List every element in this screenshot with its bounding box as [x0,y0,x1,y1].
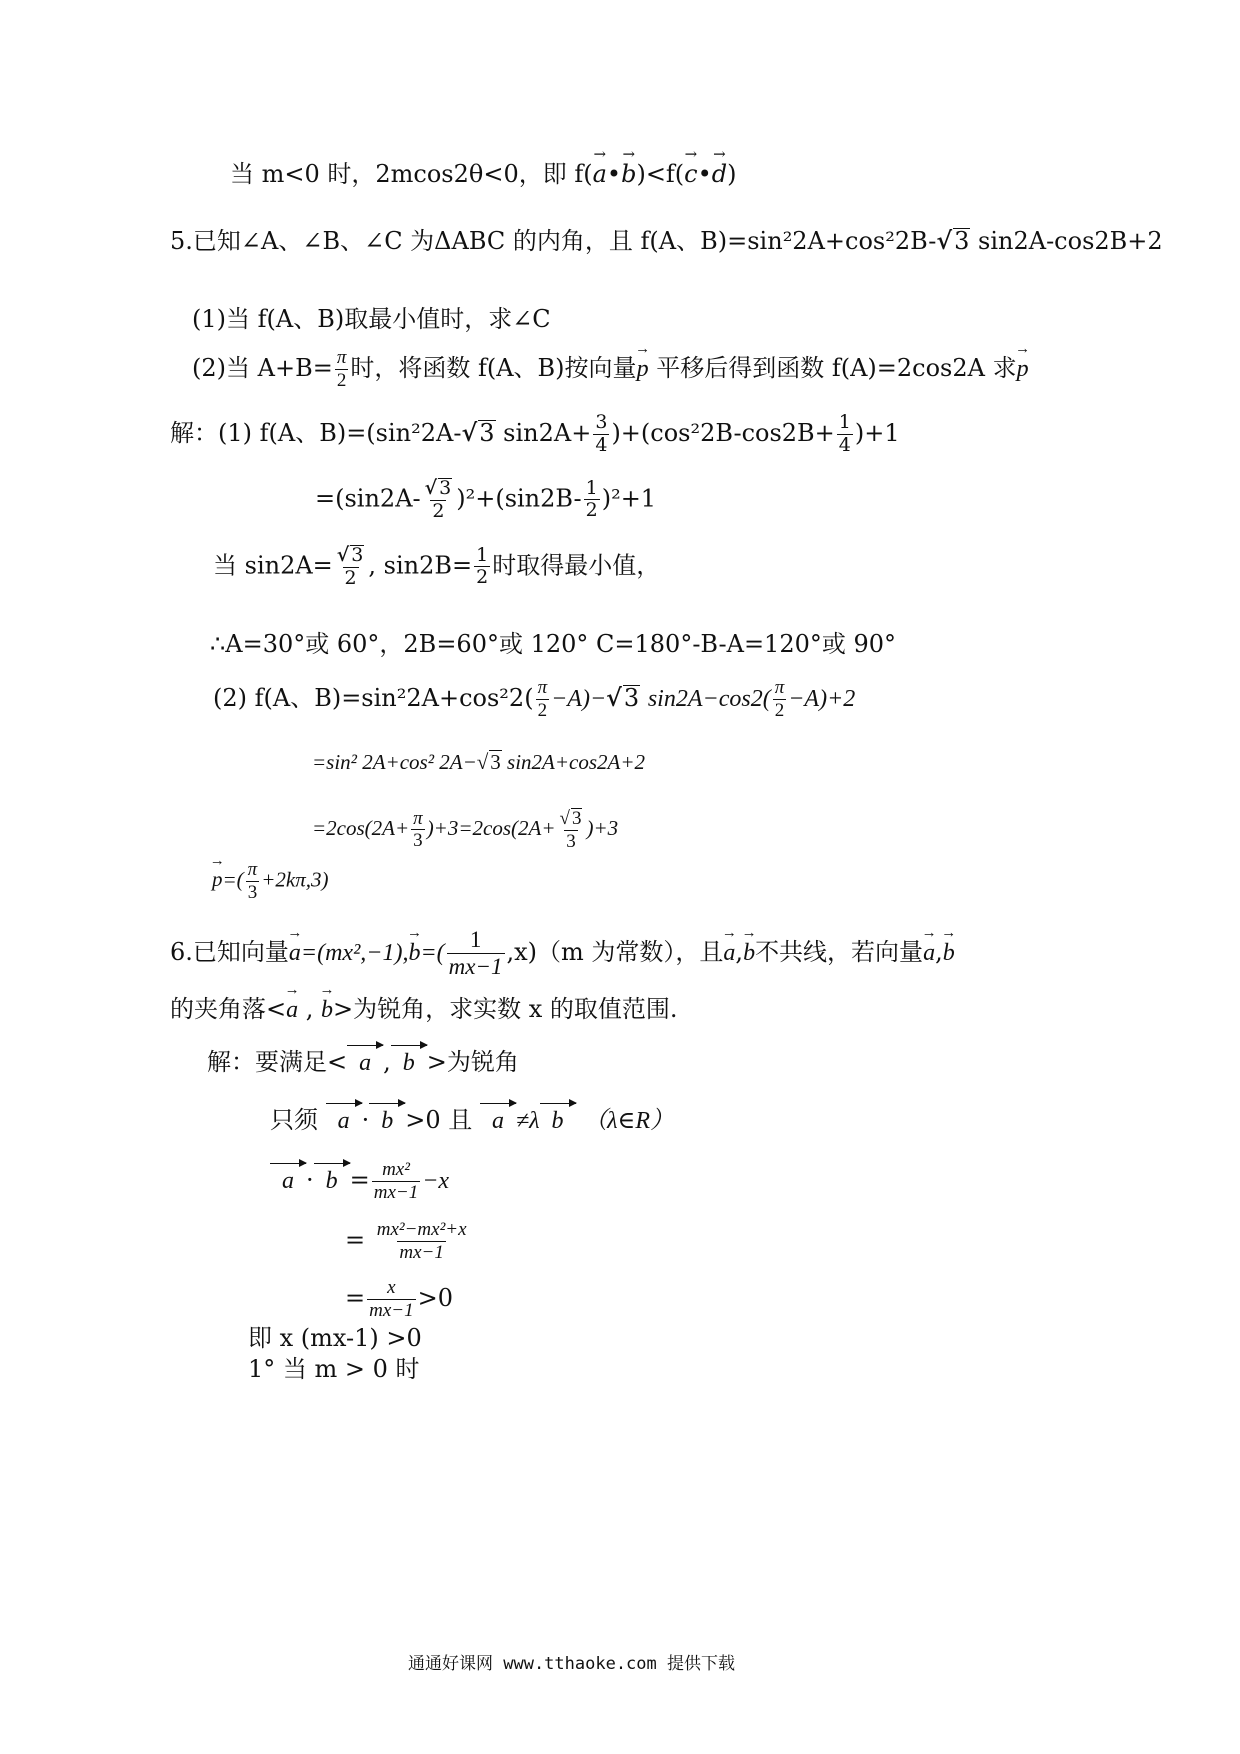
vector-a: → a [923,941,935,965]
problem-5-q1 [192,307,551,331]
solution-line [210,632,896,656]
text-segment: −A)+2 [788,685,856,712]
text-segment: >0 [417,1283,453,1312]
fraction [423,478,455,522]
page-footer [408,1656,735,1673]
vector-b: b [391,1051,427,1075]
vector-b: → b [321,998,333,1022]
fraction [837,413,853,456]
solution-line [312,750,645,773]
solution-line [345,1278,453,1321]
numerator: π [336,347,347,368]
text-segment: · [361,1106,370,1134]
denominator: 2 [344,566,357,589]
dot-symbol: • [697,160,712,188]
denominator: 3 [247,881,258,903]
sqrt-icon: √ [559,808,570,829]
text-segment: = [345,1283,366,1312]
text-segment: ∴A=30°或 60°，2B=60°或 120° C=180°-B-A=120°或 90° [210,630,897,658]
text-segment: , [305,995,314,1023]
denominator: 2 [476,566,489,589]
text-segment: , [935,938,943,967]
fraction [367,1278,415,1321]
denominator: mx−1 [448,954,503,980]
numerator [558,808,585,830]
numerator: x [387,1277,396,1298]
problem-5-q2 [192,348,1029,391]
text-segment: （λ∈R） [583,1108,674,1134]
vector-p: → p [1017,357,1029,381]
text-segment: 解：(1) f(A、B)=(sin²2A- [170,418,462,447]
vector-a: a [326,1109,362,1133]
text-segment: =2cos(2A+ [312,815,410,840]
text-segment: sin2A+ [503,418,592,447]
text-segment: ≠λ [515,1108,540,1134]
denominator: 2 [336,369,347,391]
solution-line [213,545,660,589]
vector-a: → a [289,941,301,965]
fraction [474,543,490,589]
solution-line [345,1220,471,1263]
text-segment: (2) f(A、B)=sin²2A+cos²2( [213,683,534,712]
solution-line [315,478,656,522]
fraction [335,348,349,391]
text-segment: =(mx²,−1), [300,940,409,967]
vector-b: b [314,1169,350,1193]
text-segment: (2)当 A+B= [192,353,333,382]
vector-b: → b [743,941,755,965]
text-segment: )+1 [854,418,900,447]
sqrt-body: 3 [439,477,452,499]
vector-b: b [369,1109,405,1133]
text-segment: 当 m<0 时，2mcos2θ<0，即 f( [230,160,593,188]
vector-b: b [540,1109,576,1133]
fraction [246,860,260,903]
vector-d: → d [712,162,727,186]
text-segment: 时，将函数 f(A、B)按向量 [350,353,637,382]
sqrt-body: 3 [351,544,364,566]
vector-a: a [480,1109,516,1133]
text-segment: =sin² 2A+cos² 2A− [312,750,477,774]
vector-p: → p [637,357,649,381]
text-segment: , [735,938,744,967]
text-segment: )²+(sin2B- [456,484,582,513]
fraction [536,678,550,721]
numerator: π [247,859,258,880]
fraction [372,1160,420,1203]
text-segment: +2kπ,3) [261,867,329,892]
text-segment: sin2A−cos2( [647,685,771,712]
solution-line [207,1050,519,1075]
text-segment: 5.已知∠A、∠B、∠C 为ΔABC 的内角，且 f(A、B)=sin²2A+cos²2B- [170,227,937,255]
text-segment: 不共线，若向量 [755,938,924,967]
numerator: π [537,677,548,698]
sqrt-body: 3 [571,808,582,829]
text-segment: (1)当 f(A、B)取最小值时，求∠C [192,305,551,333]
vector-a: a [270,1169,306,1193]
text-segment: =( [222,867,244,892]
text-line [230,162,737,186]
denominator: mx−1 [399,1241,444,1263]
vector-b: → b [408,941,420,965]
numerator [335,545,367,567]
text-segment: =( [420,940,445,967]
fraction [773,678,787,721]
fraction [558,808,585,852]
vector-b: → b [943,941,955,965]
sqrt-body: 3 [490,750,501,774]
text-segment: · [306,1165,314,1194]
text-segment: 只须 [270,1106,318,1134]
solution-line [213,678,855,721]
text-segment: ,x)（m 为常数），且 [506,938,724,967]
sqrt-icon: √ [336,544,350,566]
denominator: 2 [774,699,785,721]
numerator [423,478,455,500]
problem-6-line2 [170,997,678,1022]
fraction [411,809,425,852]
sqrt-body: 3 [623,683,640,712]
numerator: 3 [595,411,608,433]
text-segment: 6.已知向量 [170,938,289,967]
fraction [375,1220,469,1263]
footer-text: 通通好课网 www.tthaoke.com 提供下载 [408,1654,735,1674]
solution-line [312,808,618,852]
sqrt-icon: √ [424,477,438,499]
problem-6-title [170,928,955,979]
fraction [335,545,367,589]
text-segment: , [383,1048,391,1076]
text-segment: 解：要满足< [207,1048,348,1076]
text-segment: , sin2B= [368,551,473,580]
fraction [584,476,600,522]
denominator: mx−1 [373,1181,419,1203]
solution-line [270,1108,674,1133]
numerator: mx²−mx²+x [376,1219,467,1240]
text-segment: )+3=2cos(2A+ [426,815,556,840]
solution-line [212,860,328,903]
text-segment: 的夹角落< [170,995,287,1023]
numerator: 1 [585,476,598,499]
text-segment: )+3 [586,815,619,840]
sqrt-icon: √ [936,226,953,255]
solution-line [248,1357,420,1381]
numerator: π [774,677,785,698]
text-segment: 时取得最小值， [492,551,661,580]
vector-a: → a [286,998,298,1022]
text-segment: sin2A-cos2B+2 [978,227,1163,255]
sqrt-icon: √ [461,417,478,447]
solution-line [270,1160,449,1203]
text-segment: )²+1 [601,484,657,513]
denominator: 2 [585,499,598,522]
numerator: π [413,807,423,829]
sqrt-icon: √ [606,682,622,712]
vector-c: → c [684,162,697,186]
fraction [593,413,609,456]
denominator: 3 [566,830,576,852]
denominator: 4 [595,433,608,456]
numerator: 1 [476,543,489,566]
text-segment: =(sin2A- [315,484,421,513]
text-segment: >为锐角，求实数 x 的取值范围. [333,995,678,1023]
text-segment: 1° 当 m > 0 时 [248,1355,420,1383]
denominator: 2 [432,499,445,522]
text-segment: )<f( [636,160,685,188]
denominator: 3 [413,830,423,852]
sqrt-body: 3 [954,227,970,255]
text-segment: 平移后得到函数 f(A)=2cos2A 求 [656,353,1017,382]
fraction [447,928,505,979]
numerator: mx² [382,1159,410,1180]
solution-line [170,413,900,456]
text-segment: = [345,1225,366,1254]
problem-5-title [170,228,1163,254]
denominator: 4 [838,433,851,456]
text-segment: )+(cos²2B-cos2B+ [611,418,835,447]
solution-line [248,1326,422,1350]
text-segment: 当 sin2A= [213,551,333,580]
text-segment: −x [422,1167,450,1194]
numerator: 1 [469,927,482,952]
sqrt-icon: √ [476,750,489,774]
vector-a: a [347,1051,383,1075]
text-segment: 即 x (mx-1) >0 [248,1324,422,1352]
text-segment: −A)− [551,685,607,712]
vector-p: → p [212,869,223,890]
sqrt-body: 3 [479,418,495,447]
vector-b: → b [621,162,636,186]
dot-symbol: • [606,160,622,188]
vector-a: → a [723,941,735,965]
text-segment: ) [727,160,737,188]
text-segment: = [349,1165,370,1194]
vector-a: → a [593,162,607,186]
text-segment: >为锐角 [426,1048,519,1076]
denominator: mx−1 [369,1299,414,1321]
text-segment: sin2A+cos2A+2 [507,750,646,774]
denominator: 2 [537,699,548,721]
text-segment: >0 且 [405,1106,473,1134]
numerator: 1 [838,411,851,433]
